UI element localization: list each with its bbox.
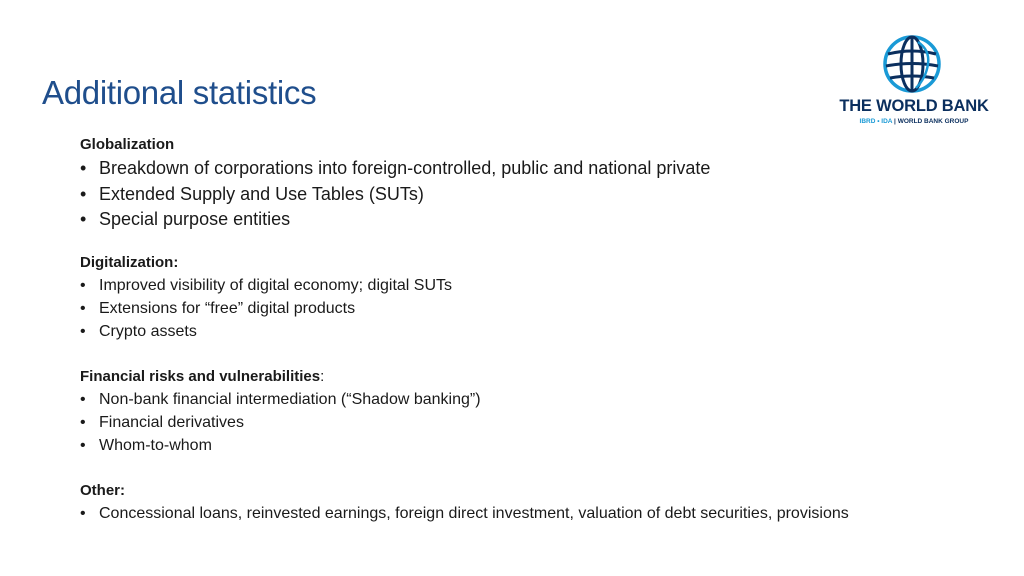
bullet-icon: • xyxy=(80,322,86,340)
list-item-text: Special purpose entities xyxy=(99,209,291,229)
list-item xyxy=(80,182,1000,208)
bullet-icon: • xyxy=(80,390,86,408)
list-item xyxy=(80,502,1000,525)
section-heading: Digitalization: xyxy=(80,253,179,271)
logo-subline xyxy=(834,118,994,125)
list-item xyxy=(80,297,1000,320)
bullet-list xyxy=(80,274,1000,343)
section-digitalization xyxy=(80,252,1000,343)
section-heading: Other: xyxy=(80,481,125,499)
logo-separator: | xyxy=(892,118,898,125)
bullet-list xyxy=(80,156,1000,233)
bullet-list xyxy=(80,502,1000,525)
list-item-text: Extended Supply and Use Tables (SUTs) xyxy=(99,183,424,204)
list-item-text: Non-bank financial intermediation (“Shadow banking”) xyxy=(99,390,481,408)
logo-group: WORLD BANK GROUP xyxy=(897,118,969,125)
section-other xyxy=(80,480,1000,525)
section-heading xyxy=(80,366,1000,388)
world-bank-logo xyxy=(832,34,994,130)
list-item xyxy=(80,320,1000,343)
section-heading-suffix: : xyxy=(320,367,325,385)
list-item xyxy=(80,274,1000,297)
bullet-icon: • xyxy=(80,158,87,178)
section-financial xyxy=(80,366,1000,457)
list-item-text: Crypto assets xyxy=(99,322,197,340)
slide-body xyxy=(80,134,1000,525)
list-item xyxy=(80,434,1000,457)
bullet-icon: • xyxy=(80,276,86,294)
bullet-icon: • xyxy=(80,436,86,454)
section-heading-text: Financial risks and vulnerabilities xyxy=(80,367,321,385)
list-item-text: Breakdown of corporations into foreign-controlled, public and national private xyxy=(99,158,711,178)
logo-ibrd-ida: IBRD • IDA xyxy=(859,118,893,125)
globe-icon xyxy=(882,34,942,94)
section-heading: Globalization xyxy=(80,136,175,153)
list-item-text: Improved visibility of digital economy; digital SUTs xyxy=(99,276,453,294)
bullet-icon: • xyxy=(80,504,86,522)
slide-title: Additional statistics xyxy=(42,74,317,111)
logo-wordmark: THE WORLD BANK xyxy=(839,97,989,115)
list-item xyxy=(80,156,1000,182)
bullet-icon: • xyxy=(80,299,86,317)
bullet-icon: • xyxy=(80,413,86,431)
list-item-text: Extensions for “free” digital products xyxy=(99,299,356,317)
list-item-text: Whom-to-whom xyxy=(99,436,212,454)
bullet-icon: • xyxy=(80,209,87,229)
bullet-list xyxy=(80,388,1000,457)
list-item xyxy=(80,388,1000,411)
list-item xyxy=(80,411,1000,434)
section-globalization xyxy=(80,134,1000,233)
list-item-text: Financial derivatives xyxy=(99,413,244,431)
list-item-text: Concessional loans, reinvested earnings, foreign direct investment, valuation of debt securities, provisions xyxy=(99,504,849,522)
bullet-icon: • xyxy=(80,183,87,204)
list-item xyxy=(80,207,1000,233)
